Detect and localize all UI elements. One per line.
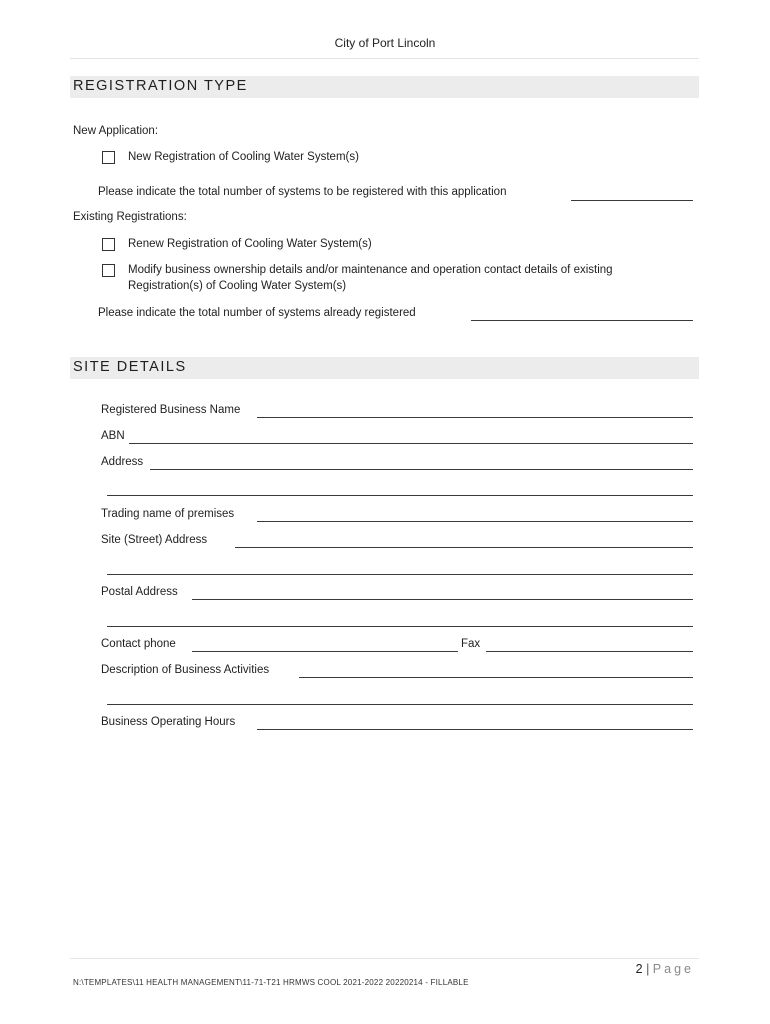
contact-phone-field[interactable] [192, 651, 458, 652]
business-description-field-line2[interactable] [107, 704, 693, 705]
trading-name-label: Trading name of premises [101, 508, 235, 520]
new-registration-checkbox[interactable] [102, 151, 115, 164]
business-name-field[interactable] [257, 417, 693, 418]
abn-label: ABN [101, 430, 125, 442]
renew-registration-checkbox[interactable] [102, 238, 115, 251]
new-application-label: New Application: [73, 125, 159, 137]
trading-name-field[interactable] [257, 521, 693, 522]
postal-address-field-line2[interactable] [107, 626, 693, 627]
total-new-systems-field[interactable] [571, 200, 693, 201]
page-indicator [560, 962, 694, 976]
business-description-field-line1[interactable] [299, 677, 693, 678]
modify-details-option-label-line1: Modify business ownership details and/or maintenance and operation contact details of existing [128, 264, 613, 276]
modify-details-option-label-line2: Registration(s) of Cooling Water System(s) [128, 280, 347, 292]
page-separator: | [646, 962, 650, 976]
total-new-systems-prompt: Please indicate the total number of systems to be registered with this application [98, 186, 507, 198]
abn-field[interactable] [129, 443, 693, 444]
registration-type-section-header [70, 76, 699, 98]
postal-address-field-line1[interactable] [192, 599, 693, 600]
template-file-path: N:\TEMPLATES\11 HEALTH MANAGEMENT\11-71-T21 HRMWS COOL 2021-2022 20220214 - FILLABLE [73, 978, 469, 987]
fax-field[interactable] [486, 651, 693, 652]
registration-type-heading: REGISTRATION TYPE [73, 78, 248, 94]
header-divider [70, 58, 699, 59]
operating-hours-field[interactable] [257, 729, 693, 730]
footer-divider [70, 958, 699, 959]
site-details-heading: SITE DETAILS [73, 359, 187, 375]
renew-registration-option-label: Renew Registration of Cooling Water System(s) [128, 238, 372, 250]
page-number: 2 [635, 962, 643, 976]
address-label: Address [101, 456, 144, 468]
total-existing-systems-prompt: Please indicate the total number of systems already registered [98, 307, 416, 319]
fax-label: Fax [461, 638, 481, 650]
site-address-label: Site (Street) Address [101, 534, 208, 546]
existing-registrations-label: Existing Registrations: [73, 211, 187, 223]
page-word: Page [652, 962, 694, 976]
new-registration-option-label: New Registration of Cooling Water System(s) [128, 151, 359, 163]
operating-hours-label: Business Operating Hours [101, 716, 236, 728]
postal-address-label: Postal Address [101, 586, 178, 598]
modify-details-checkbox[interactable] [102, 264, 115, 277]
address-field-line1[interactable] [150, 469, 693, 470]
site-address-field-line2[interactable] [107, 574, 693, 575]
site-address-field-line1[interactable] [235, 547, 693, 548]
total-existing-systems-field[interactable] [471, 320, 693, 321]
business-description-label: Description of Business Activities [101, 664, 270, 676]
contact-phone-label: Contact phone [101, 638, 176, 650]
address-field-line2[interactable] [107, 495, 693, 496]
business-name-label: Registered Business Name [101, 404, 241, 416]
document-header-title: City of Port Lincoln [334, 36, 436, 50]
site-details-section-header [70, 357, 699, 379]
